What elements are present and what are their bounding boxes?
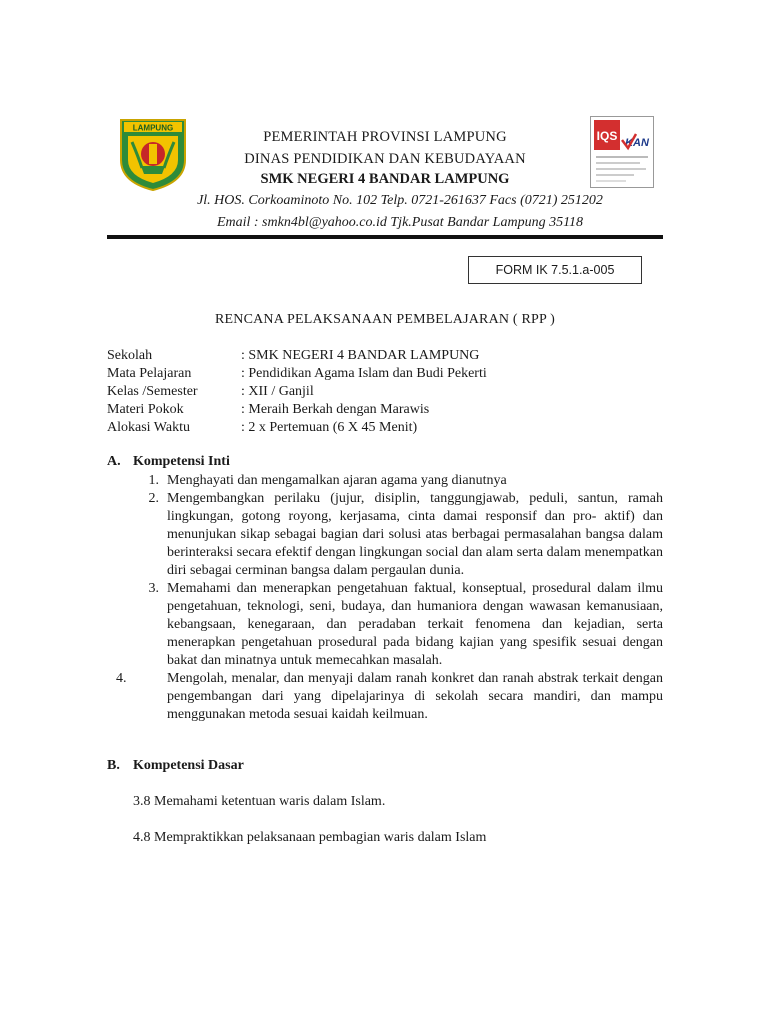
list-item-number: 3. bbox=[148, 581, 159, 596]
info-row-mata-pelajaran bbox=[107, 365, 667, 383]
kompetensi-dasar-item: 4.8 Mempraktikkan pelaksanaan pembagian waris dalam Islam bbox=[133, 830, 487, 845]
info-value: : Pendidikan Agama Islam dan Budi Pekerti bbox=[241, 366, 487, 381]
section-a-title: Kompetensi Inti bbox=[133, 454, 230, 469]
identity-table bbox=[107, 347, 667, 437]
header-department: DINAS PENDIDIKAN DAN KEBUDAYAAN bbox=[244, 151, 526, 167]
info-label: Kelas /Semester bbox=[107, 384, 198, 399]
iqs-certification-logo bbox=[590, 116, 654, 188]
list-item-text: Mengembangkan perilaku (jujur, disiplin, tanggungjawab, peduli, santun, ramah lingkungan, gotong royong, kerjasama, cinta damai responsif dan pro- aktif) dan menunjukan sikap sebagai bagian dari solusi atas berbagai permasalahan bangsa dalam berinteraksi secara efektif dengan lingkungan social dan alam serta dalam menempatkan diri sebagai cerminan bangsa dalam pergaulan dunia. bbox=[167, 491, 663, 578]
info-row-kelas-semester bbox=[107, 383, 667, 401]
form-code-box: FORM IK 7.5.1.a-005 bbox=[468, 256, 642, 284]
info-row-sekolah bbox=[107, 347, 667, 365]
section-b-letter: B. bbox=[107, 758, 120, 773]
logo-left-label: LAMPUNG bbox=[132, 123, 174, 133]
info-value: : SMK NEGERI 4 BANDAR LAMPUNG bbox=[241, 348, 480, 363]
logo-right-label: IQS bbox=[596, 129, 618, 143]
section-b-title: Kompetensi Dasar bbox=[133, 758, 244, 773]
list-item bbox=[107, 670, 663, 724]
list-item-number: 2. bbox=[148, 491, 159, 506]
info-label: Sekolah bbox=[107, 348, 153, 363]
kompetensi-inti-list bbox=[107, 472, 663, 724]
list-item-number: 4. bbox=[116, 671, 127, 686]
info-value: : Meraih Berkah dengan Marawis bbox=[241, 402, 430, 417]
section-b-heading bbox=[107, 758, 244, 774]
letterhead-divider bbox=[107, 235, 663, 239]
section-a-heading bbox=[107, 454, 230, 470]
list-item bbox=[107, 490, 663, 580]
list-item bbox=[107, 472, 663, 490]
kompetensi-dasar-item: 3.8 Memahami ketentuan waris dalam Islam. bbox=[133, 794, 386, 809]
document-title: RENCANA PELAKSANAAN PEMBELAJARAN ( RPP ) bbox=[214, 312, 555, 327]
info-row-materi-pokok bbox=[107, 401, 667, 419]
list-item-text: Mengolah, menalar, dan menyaji dalam ranah konkret dan ranah abstrak terkait dengan pengembangan dari yang dipelajarinya di sekolah secara mandiri, dan mampu menggunakan metoda sesuai kaidah keilmuan. bbox=[167, 671, 663, 722]
header-email: Email : smkn4bl@yahoo.co.id Tjk.Pusat Bandar Lampung 35118 bbox=[216, 215, 584, 230]
list-item-text: Memahami dan menerapkan pengetahuan faktual, konseptual, prosedural dalam ilmu pengetahuan, teknologi, seni, budaya, dan humaniora dengan wawasan kemanusiaan, kebangsaan, kenegaraan, dan peradaban terkait fenomena dan kejadian, serta menerapkan pengetahuan prosedural pada bidang kajian yang spesifik sesuai dengan bakat dan minatnya untuk memecahkan masalah. bbox=[167, 581, 663, 668]
info-label: Alokasi Waktu bbox=[107, 420, 190, 435]
logo-right-sublabel: KAN bbox=[625, 137, 649, 149]
info-label: Mata Pelajaran bbox=[107, 366, 192, 381]
list-item-number: 1. bbox=[148, 473, 159, 488]
info-value: : 2 x Pertemuan (6 X 45 Menit) bbox=[241, 420, 418, 435]
header-government: PEMERINTAH PROVINSI LAMPUNG bbox=[263, 129, 507, 145]
header-address: Jl. HOS. Corkoaminoto No. 102 Telp. 0721-261637 Facs (0721) 251202 bbox=[197, 193, 603, 208]
list-item bbox=[107, 580, 663, 670]
section-a-letter: A. bbox=[107, 454, 121, 469]
header-school-name: SMK NEGERI 4 BANDAR LAMPUNG bbox=[260, 171, 510, 187]
list-item-text: Menghayati dan mengamalkan ajaran agama yang dianutnya bbox=[167, 473, 507, 488]
info-row-alokasi-waktu bbox=[107, 419, 667, 437]
lampung-emblem-logo bbox=[118, 116, 188, 192]
info-label: Materi Pokok bbox=[107, 402, 184, 417]
info-value: : XII / Ganjil bbox=[241, 384, 314, 399]
